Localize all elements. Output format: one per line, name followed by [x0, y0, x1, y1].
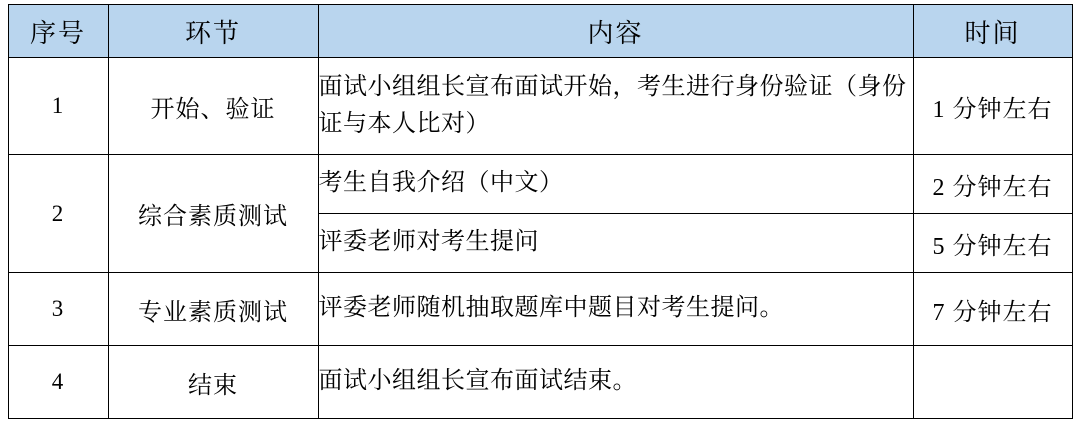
cell-no: 3 [8, 273, 108, 346]
cell-content: 评委老师随机抽取题库中题目对考生提问。 [318, 273, 913, 346]
column-header-content: 内容 [318, 5, 913, 58]
table-row [8, 273, 1072, 346]
table-row [8, 346, 1072, 419]
cell-no: 1 [8, 58, 108, 155]
column-header-no: 序号 [8, 5, 108, 58]
table-body [8, 58, 1072, 419]
cell-time: 1 分钟左右 [913, 58, 1072, 155]
table-row [8, 58, 1072, 155]
cell-no: 2 [8, 155, 108, 273]
table-row [8, 155, 1072, 214]
cell-content: 考生自我介绍（中文） [318, 155, 913, 214]
table-header-row [8, 5, 1072, 58]
cell-content: 评委老师对考生提问 [318, 214, 913, 273]
column-header-stage: 环节 [108, 5, 318, 58]
cell-time: 2 分钟左右 [913, 155, 1072, 214]
cell-time [913, 346, 1072, 419]
cell-stage: 结束 [108, 346, 318, 419]
column-header-time: 时间 [913, 5, 1072, 58]
cell-content: 面试小组组长宣布面试结束。 [318, 346, 913, 419]
interview-procedure-table [8, 4, 1073, 419]
cell-stage: 开始、验证 [108, 58, 318, 155]
cell-time: 5 分钟左右 [913, 214, 1072, 273]
cell-stage: 综合素质测试 [108, 155, 318, 273]
cell-no: 4 [8, 346, 108, 419]
cell-content: 面试小组组长宣布面试开始，考生进行身份验证（身份证与本人比对） [318, 58, 913, 155]
table-header [8, 5, 1072, 58]
cell-time: 7 分钟左右 [913, 273, 1072, 346]
cell-stage: 专业素质测试 [108, 273, 318, 346]
